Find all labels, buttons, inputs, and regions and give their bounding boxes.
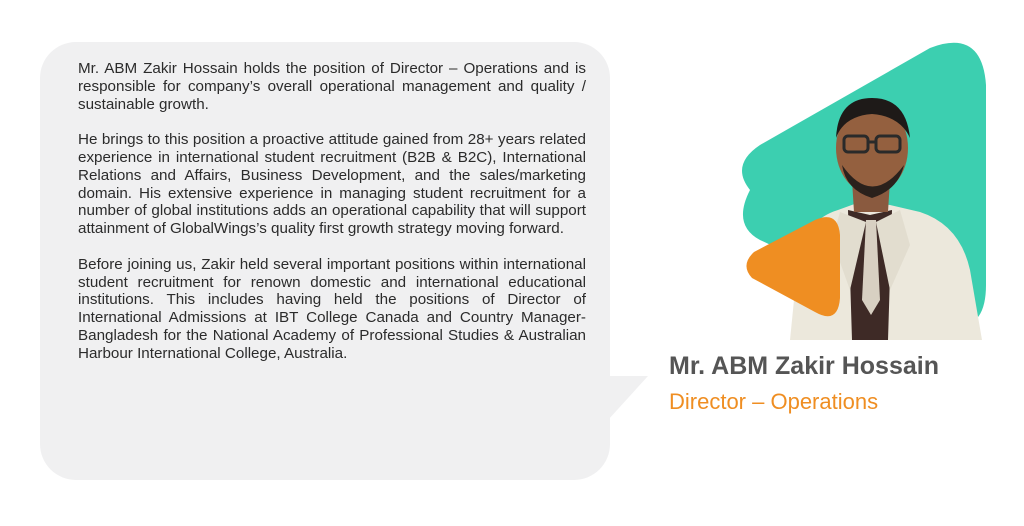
bio-text xyxy=(78,60,586,380)
bio-paragraph-3: Before joining us, Zakir held several important positions within international student recruitment for renown domestic and international educational institutions. This includes having held the positions of Director of International Admissions at IBT College Canada and Country Manager-Bangladesh for the National Academy of Professional Studies & Australian Harbour International College, Australia. xyxy=(78,255,586,362)
person-role: Director – Operations xyxy=(669,389,879,414)
bio-paragraph-1: Mr. ABM Zakir Hossain holds the position of Director – Operations and is responsible for company’s overall operational management and quality / sustainable growth. xyxy=(78,60,586,113)
person-name: Mr. ABM Zakir Hossain xyxy=(669,352,939,380)
portrait-graphic xyxy=(720,40,990,340)
bio-paragraph-2: He brings to this position a proactive attitude gained from 28+ years related experience in international student recruitment (B2B & B2C), International Relations and Affairs, Business Development, and the sales/marketing domain. His extensive experience in managing student recruitment for a number of global institutions adds an operational capability that will support attainment of GlobalWings’s quality first growth strategy moving forward. xyxy=(78,131,586,238)
